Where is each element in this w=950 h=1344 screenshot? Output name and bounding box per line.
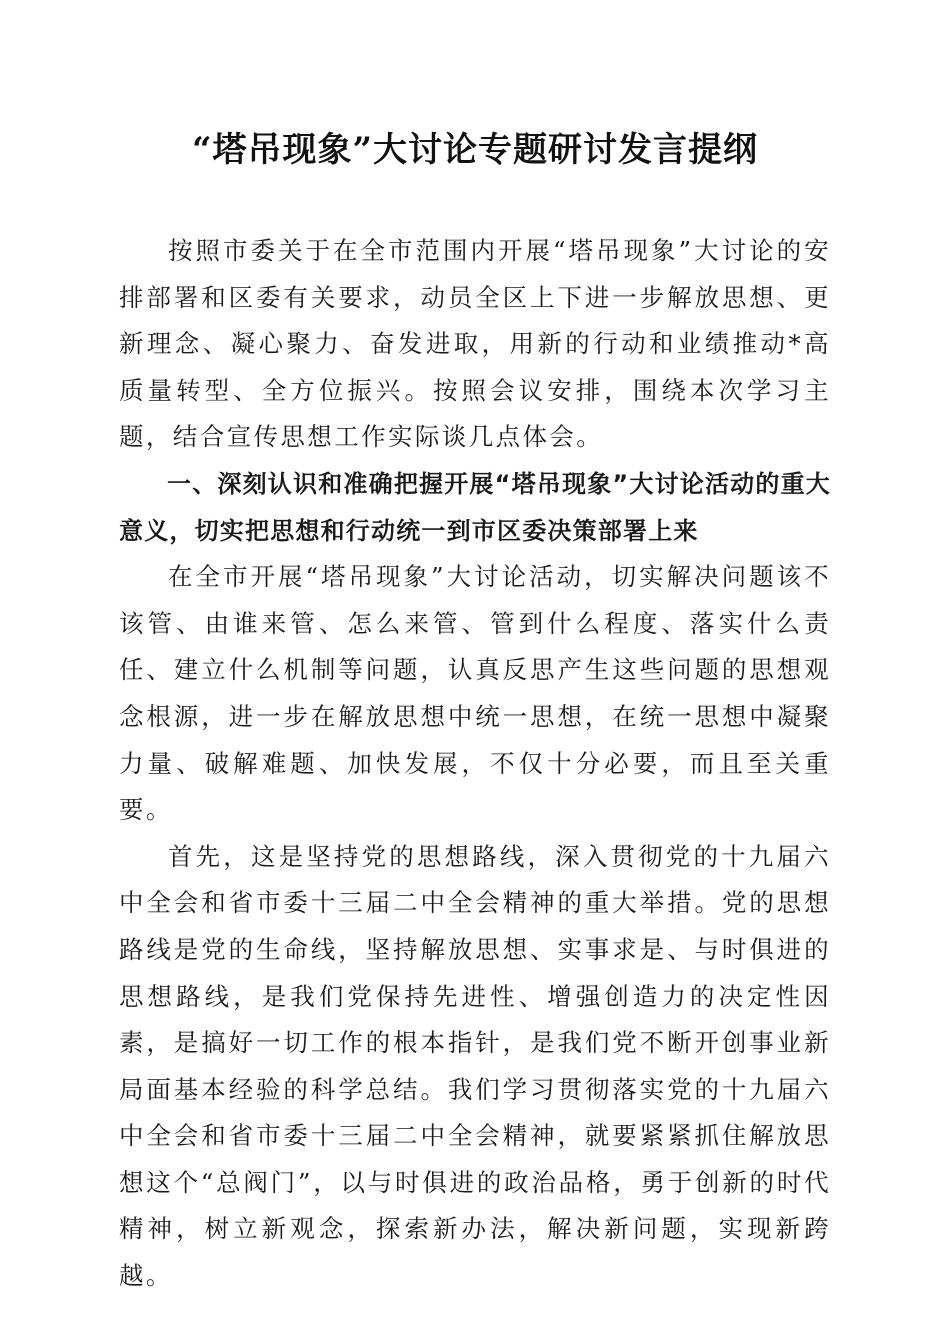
body-paragraph: 在全市开展“塔吊现象”大讨论活动，切实解决问题该不该管、由谁来管、怎么来管、管到什么程度、落实什么责任、建立什么机制等问题，认真反思产生这些问题的思想观念根源，进一步在解放思想中统一思想，在统一思想中凝聚力量、破解难题、加快发展，不仅十分必要，而且至关重要。 [119,562,831,825]
intro-paragraph: 按照市委关于在全市范围内开展“塔吊现象”大讨论的安排部署和区委有关要求，动员全区上下进一步解放思想、更新理念、凝心聚力、奋发进取，用新的行动和业绩推动*高质量转型、全方位振兴。按照会议安排，围绕本次学习主题，结合宣传思想工作实际谈几点体会。 [119,236,831,452]
body-paragraph: 首先，这是坚持党的思想路线，深入贯彻党的十九届六中全会和省市委十三届二中全会精神的重大举措。党的思想路线是党的生命线，坚持解放思想、实事求是、与时俱进的思想路线，是我们党保持先进性、增强创造力的决定性因素，是搞好一切工作的根本指针，是我们党不断开创事业新局面基本经验的科学总结。我们学习贯彻落实党的十九届六中全会和省市委十三届二中全会精神，就要紧紧抓住解放思想这个“总阀门”，以与时俱进的政治品格，勇于创新的时代精神，树立新观念，探索新办法，解决新问题，实现新跨越。 [119,841,831,1291]
section-heading: 一、深刻认识和准确把握开展“塔吊现象”大讨论活动的重大意义，切实把思想和行动统一到市区委决策部署上来 [119,469,831,545]
document-body [119,228,831,1300]
document-title: “塔吊现象”大讨论专题研讨发言提纲 [191,130,759,170]
